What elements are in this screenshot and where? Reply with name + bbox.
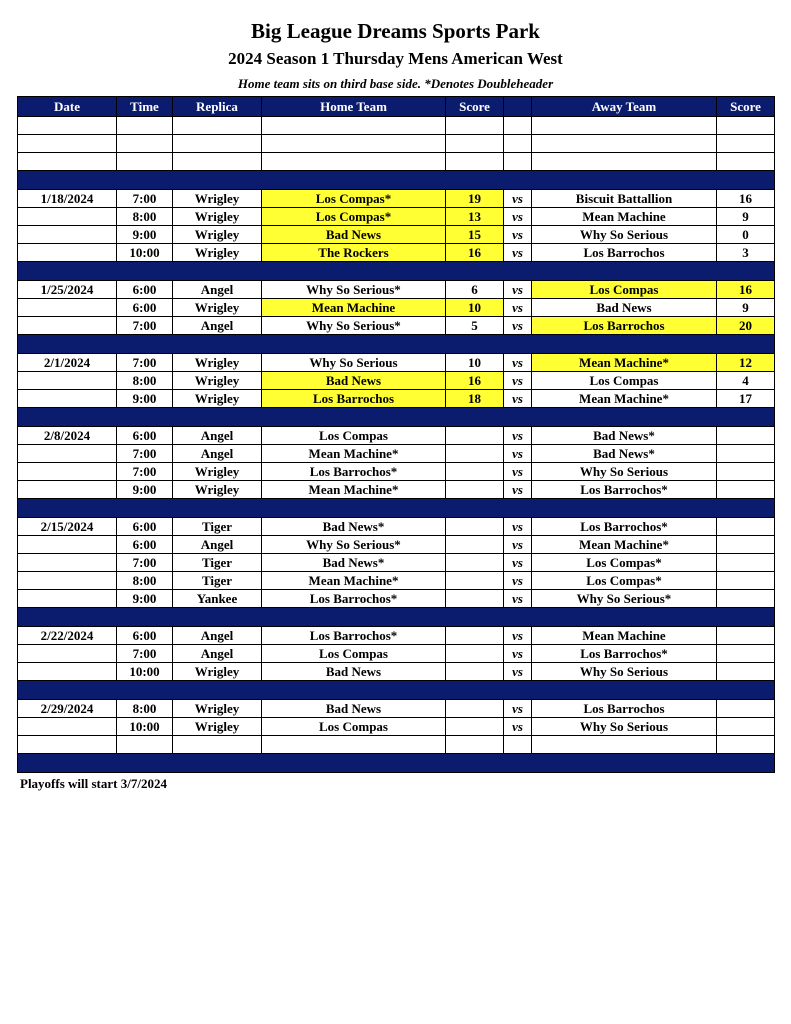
away-score-cell xyxy=(717,536,775,554)
blank-cell xyxy=(117,135,173,153)
vs-cell: vs xyxy=(504,590,532,608)
blank-cell xyxy=(504,117,532,135)
home-team-cell: Los Compas xyxy=(262,645,446,663)
time-cell: 10:00 xyxy=(117,663,173,681)
col-header-replica: Replica xyxy=(173,97,262,117)
time-cell: 7:00 xyxy=(117,317,173,335)
table-row xyxy=(18,299,775,317)
col-header-home-team: Home Team xyxy=(262,97,446,117)
separator-row xyxy=(18,681,775,700)
away-team-cell: Biscuit Battallion xyxy=(532,190,717,208)
away-score-cell: 0 xyxy=(717,226,775,244)
blank-cell xyxy=(18,736,117,754)
blank-cell xyxy=(173,736,262,754)
blank-cell xyxy=(117,117,173,135)
separator-cell xyxy=(18,408,775,427)
replica-cell: Wrigley xyxy=(173,718,262,736)
blank-row xyxy=(18,736,775,754)
blank-row xyxy=(18,135,775,153)
home-team-cell: Bad News* xyxy=(262,554,446,572)
date-cell: 2/22/2024 xyxy=(18,627,117,645)
home-team-cell: Why So Serious* xyxy=(262,281,446,299)
date-cell: 2/1/2024 xyxy=(18,354,117,372)
blank-row xyxy=(18,153,775,171)
replica-cell: Angel xyxy=(173,645,262,663)
home-team-cell: Bad News xyxy=(262,663,446,681)
date-cell xyxy=(18,299,117,317)
page-subtitle: 2024 Season 1 Thursday Mens American West xyxy=(228,49,563,68)
time-cell: 8:00 xyxy=(117,700,173,718)
blank-cell xyxy=(532,736,717,754)
replica-cell: Tiger xyxy=(173,554,262,572)
vs-cell: vs xyxy=(504,572,532,590)
date-cell xyxy=(18,572,117,590)
table-row xyxy=(18,226,775,244)
blank-cell xyxy=(173,135,262,153)
vs-cell: vs xyxy=(504,354,532,372)
away-team-cell: Los Compas xyxy=(532,372,717,390)
away-score-cell: 4 xyxy=(717,372,775,390)
table-row xyxy=(18,281,775,299)
away-score-cell xyxy=(717,627,775,645)
time-cell: 7:00 xyxy=(117,554,173,572)
table-row xyxy=(18,627,775,645)
away-team-cell: Los Barrochos xyxy=(532,700,717,718)
home-score-cell xyxy=(446,700,504,718)
replica-cell: Tiger xyxy=(173,518,262,536)
time-cell: 9:00 xyxy=(117,226,173,244)
date-cell: 2/15/2024 xyxy=(18,518,117,536)
table-row xyxy=(18,445,775,463)
blank-cell xyxy=(532,153,717,171)
away-team-cell: Why So Serious xyxy=(532,226,717,244)
date-cell: 2/29/2024 xyxy=(18,700,117,718)
vs-cell: vs xyxy=(504,281,532,299)
home-team-cell: Bad News* xyxy=(262,518,446,536)
table-row xyxy=(18,372,775,390)
home-score-cell xyxy=(446,518,504,536)
vs-cell: vs xyxy=(504,372,532,390)
blank-cell xyxy=(717,153,775,171)
home-score-cell xyxy=(446,590,504,608)
away-team-cell: Mean Machine* xyxy=(532,354,717,372)
date-cell xyxy=(18,590,117,608)
table-row xyxy=(18,700,775,718)
blank-cell xyxy=(18,135,117,153)
time-cell: 6:00 xyxy=(117,627,173,645)
vs-cell: vs xyxy=(504,317,532,335)
away-team-cell: Los Compas* xyxy=(532,554,717,572)
time-cell: 10:00 xyxy=(117,244,173,262)
away-team-cell: Why So Serious xyxy=(532,663,717,681)
table-header-row xyxy=(18,97,775,117)
blank-cell xyxy=(117,736,173,754)
replica-cell: Wrigley xyxy=(173,226,262,244)
date-cell xyxy=(18,463,117,481)
vs-cell: vs xyxy=(504,536,532,554)
replica-cell: Wrigley xyxy=(173,299,262,317)
home-score-cell: 16 xyxy=(446,372,504,390)
blank-cell xyxy=(18,153,117,171)
blank-cell xyxy=(446,135,504,153)
blank-cell xyxy=(446,736,504,754)
time-cell: 6:00 xyxy=(117,518,173,536)
playoffs-note: Playoffs will start 3/7/2024 xyxy=(20,776,167,791)
home-team-cell: Los Barrochos* xyxy=(262,463,446,481)
replica-cell: Yankee xyxy=(173,590,262,608)
blank-row xyxy=(18,117,775,135)
home-team-cell: Los Compas xyxy=(262,718,446,736)
vs-cell: vs xyxy=(504,445,532,463)
blank-cell xyxy=(504,153,532,171)
home-team-cell: Mean Machine* xyxy=(262,445,446,463)
replica-cell: Wrigley xyxy=(173,244,262,262)
home-score-cell xyxy=(446,627,504,645)
away-team-cell: Why So Serious* xyxy=(532,590,717,608)
time-cell: 6:00 xyxy=(117,536,173,554)
vs-cell: vs xyxy=(504,700,532,718)
separator-row xyxy=(18,754,775,773)
blank-cell xyxy=(262,135,446,153)
replica-cell: Wrigley xyxy=(173,481,262,499)
blank-cell xyxy=(262,117,446,135)
col-header-home-score: Score xyxy=(446,97,504,117)
blank-cell xyxy=(117,153,173,171)
away-score-cell xyxy=(717,427,775,445)
home-team-cell: Bad News xyxy=(262,226,446,244)
date-cell xyxy=(18,536,117,554)
replica-cell: Angel xyxy=(173,627,262,645)
date-cell xyxy=(18,372,117,390)
separator-cell xyxy=(18,262,775,281)
time-cell: 7:00 xyxy=(117,445,173,463)
away-score-cell xyxy=(717,718,775,736)
away-team-cell: Los Barrochos xyxy=(532,244,717,262)
vs-cell: vs xyxy=(504,208,532,226)
away-team-cell: Mean Machine xyxy=(532,208,717,226)
home-team-cell: Los Barrochos* xyxy=(262,627,446,645)
vs-cell: vs xyxy=(504,463,532,481)
time-cell: 6:00 xyxy=(117,281,173,299)
home-score-cell xyxy=(446,536,504,554)
date-cell xyxy=(18,554,117,572)
table-row xyxy=(18,590,775,608)
home-score-cell: 15 xyxy=(446,226,504,244)
schedule-table xyxy=(17,96,775,773)
vs-cell: vs xyxy=(504,299,532,317)
time-cell: 7:00 xyxy=(117,354,173,372)
away-score-cell xyxy=(717,590,775,608)
replica-cell: Angel xyxy=(173,445,262,463)
away-score-cell: 16 xyxy=(717,190,775,208)
blank-cell xyxy=(262,153,446,171)
home-team-cell: Bad News xyxy=(262,372,446,390)
away-team-cell: Los Barrochos* xyxy=(532,481,717,499)
vs-cell: vs xyxy=(504,718,532,736)
home-score-cell: 10 xyxy=(446,299,504,317)
time-cell: 7:00 xyxy=(117,645,173,663)
vs-cell: vs xyxy=(504,390,532,408)
home-team-cell: The Rockers xyxy=(262,244,446,262)
away-score-cell xyxy=(717,463,775,481)
replica-cell: Angel xyxy=(173,281,262,299)
home-team-cell: Los Barrochos xyxy=(262,390,446,408)
home-team-cell: Why So Serious* xyxy=(262,536,446,554)
home-score-cell: 10 xyxy=(446,354,504,372)
away-team-cell: Bad News xyxy=(532,299,717,317)
home-team-cell: Why So Serious* xyxy=(262,317,446,335)
date-cell xyxy=(18,208,117,226)
separator-row xyxy=(18,262,775,281)
away-team-cell: Los Compas xyxy=(532,281,717,299)
date-cell xyxy=(18,390,117,408)
table-row xyxy=(18,463,775,481)
separator-cell xyxy=(18,171,775,190)
table-row xyxy=(18,481,775,499)
away-score-cell xyxy=(717,445,775,463)
vs-cell: vs xyxy=(504,226,532,244)
blank-cell xyxy=(717,135,775,153)
blank-cell xyxy=(173,117,262,135)
blank-cell xyxy=(504,135,532,153)
schedule-body xyxy=(18,117,775,773)
blank-cell xyxy=(262,736,446,754)
page-note: Home team sits on third base side. *Denotes Doubleheader xyxy=(237,76,554,91)
away-score-cell: 9 xyxy=(717,208,775,226)
away-team-cell: Mean Machine* xyxy=(532,536,717,554)
date-cell xyxy=(18,645,117,663)
home-score-cell: 5 xyxy=(446,317,504,335)
time-cell: 9:00 xyxy=(117,590,173,608)
vs-cell: vs xyxy=(504,481,532,499)
table-row xyxy=(18,645,775,663)
away-score-cell xyxy=(717,481,775,499)
date-cell xyxy=(18,663,117,681)
home-score-cell: 16 xyxy=(446,244,504,262)
away-team-cell: Los Compas* xyxy=(532,572,717,590)
replica-cell: Wrigley xyxy=(173,208,262,226)
time-cell: 8:00 xyxy=(117,572,173,590)
away-team-cell: Mean Machine xyxy=(532,627,717,645)
vs-cell: vs xyxy=(504,190,532,208)
date-cell xyxy=(18,718,117,736)
time-cell: 8:00 xyxy=(117,208,173,226)
time-cell: 6:00 xyxy=(117,427,173,445)
replica-cell: Wrigley xyxy=(173,372,262,390)
table-row xyxy=(18,244,775,262)
home-score-cell: 18 xyxy=(446,390,504,408)
home-score-cell: 6 xyxy=(446,281,504,299)
date-cell xyxy=(18,244,117,262)
away-team-cell: Los Barrochos* xyxy=(532,645,717,663)
table-row xyxy=(18,663,775,681)
page-title: Big League Dreams Sports Park xyxy=(251,19,540,43)
vs-cell: vs xyxy=(504,554,532,572)
home-team-cell: Los Compas* xyxy=(262,190,446,208)
home-score-cell: 13 xyxy=(446,208,504,226)
vs-cell: vs xyxy=(504,663,532,681)
date-cell xyxy=(18,481,117,499)
time-cell: 10:00 xyxy=(117,718,173,736)
table-row xyxy=(18,518,775,536)
table-row xyxy=(18,572,775,590)
col-header-vs xyxy=(504,97,532,117)
col-header-away-team: Away Team xyxy=(532,97,717,117)
separator-cell xyxy=(18,681,775,700)
date-cell xyxy=(18,226,117,244)
home-score-cell xyxy=(446,445,504,463)
col-header-date: Date xyxy=(18,97,117,117)
away-score-cell xyxy=(717,554,775,572)
home-score-cell xyxy=(446,481,504,499)
away-score-cell: 9 xyxy=(717,299,775,317)
blank-cell xyxy=(717,117,775,135)
blank-cell xyxy=(173,153,262,171)
table-row xyxy=(18,354,775,372)
date-cell xyxy=(18,445,117,463)
home-score-cell xyxy=(446,427,504,445)
home-score-cell xyxy=(446,645,504,663)
col-header-time: Time xyxy=(117,97,173,117)
date-cell: 1/25/2024 xyxy=(18,281,117,299)
blank-cell xyxy=(532,135,717,153)
away-team-cell: Mean Machine* xyxy=(532,390,717,408)
col-header-away-score: Score xyxy=(717,97,775,117)
time-cell: 8:00 xyxy=(117,372,173,390)
separator-row xyxy=(18,171,775,190)
table-row xyxy=(18,536,775,554)
separator-cell xyxy=(18,754,775,773)
replica-cell: Angel xyxy=(173,317,262,335)
home-team-cell: Los Compas xyxy=(262,427,446,445)
vs-cell: vs xyxy=(504,627,532,645)
home-team-cell: Mean Machine xyxy=(262,299,446,317)
home-score-cell xyxy=(446,718,504,736)
date-cell: 2/8/2024 xyxy=(18,427,117,445)
home-score-cell: 19 xyxy=(446,190,504,208)
vs-cell: vs xyxy=(504,645,532,663)
time-cell: 7:00 xyxy=(117,190,173,208)
separator-cell xyxy=(18,608,775,627)
replica-cell: Wrigley xyxy=(173,463,262,481)
date-cell: 1/18/2024 xyxy=(18,190,117,208)
separator-row xyxy=(18,335,775,354)
replica-cell: Tiger xyxy=(173,572,262,590)
table-row xyxy=(18,718,775,736)
away-score-cell: 3 xyxy=(717,244,775,262)
home-team-cell: Mean Machine* xyxy=(262,572,446,590)
away-team-cell: Bad News* xyxy=(532,427,717,445)
blank-cell xyxy=(532,117,717,135)
separator-row xyxy=(18,608,775,627)
blank-cell xyxy=(18,117,117,135)
table-row xyxy=(18,190,775,208)
vs-cell: vs xyxy=(504,244,532,262)
vs-cell: vs xyxy=(504,427,532,445)
blank-cell xyxy=(446,117,504,135)
home-score-cell xyxy=(446,463,504,481)
home-team-cell: Mean Machine* xyxy=(262,481,446,499)
home-score-cell xyxy=(446,572,504,590)
replica-cell: Angel xyxy=(173,536,262,554)
blank-cell xyxy=(504,736,532,754)
table-row xyxy=(18,427,775,445)
home-score-cell xyxy=(446,663,504,681)
replica-cell: Wrigley xyxy=(173,390,262,408)
blank-cell xyxy=(717,736,775,754)
away-score-cell xyxy=(717,645,775,663)
away-team-cell: Los Barrochos* xyxy=(532,518,717,536)
separator-cell xyxy=(18,499,775,518)
separator-cell xyxy=(18,335,775,354)
away-team-cell: Why So Serious xyxy=(532,463,717,481)
home-team-cell: Why So Serious xyxy=(262,354,446,372)
table-row xyxy=(18,208,775,226)
separator-row xyxy=(18,499,775,518)
time-cell: 7:00 xyxy=(117,463,173,481)
blank-cell xyxy=(446,153,504,171)
table-row xyxy=(18,390,775,408)
away-score-cell: 16 xyxy=(717,281,775,299)
away-score-cell: 20 xyxy=(717,317,775,335)
replica-cell: Wrigley xyxy=(173,190,262,208)
replica-cell: Wrigley xyxy=(173,663,262,681)
away-score-cell xyxy=(717,663,775,681)
away-score-cell xyxy=(717,700,775,718)
away-team-cell: Los Barrochos xyxy=(532,317,717,335)
replica-cell: Wrigley xyxy=(173,354,262,372)
time-cell: 6:00 xyxy=(117,299,173,317)
table-row xyxy=(18,554,775,572)
replica-cell: Wrigley xyxy=(173,700,262,718)
away-score-cell xyxy=(717,572,775,590)
away-score-cell xyxy=(717,518,775,536)
time-cell: 9:00 xyxy=(117,390,173,408)
away-team-cell: Why So Serious xyxy=(532,718,717,736)
vs-cell: vs xyxy=(504,518,532,536)
away-team-cell: Bad News* xyxy=(532,445,717,463)
away-score-cell: 17 xyxy=(717,390,775,408)
date-cell xyxy=(18,317,117,335)
time-cell: 9:00 xyxy=(117,481,173,499)
away-score-cell: 12 xyxy=(717,354,775,372)
table-row xyxy=(18,317,775,335)
home-team-cell: Bad News xyxy=(262,700,446,718)
home-score-cell xyxy=(446,554,504,572)
home-team-cell: Los Barrochos* xyxy=(262,590,446,608)
replica-cell: Angel xyxy=(173,427,262,445)
home-team-cell: Los Compas* xyxy=(262,208,446,226)
separator-row xyxy=(18,408,775,427)
